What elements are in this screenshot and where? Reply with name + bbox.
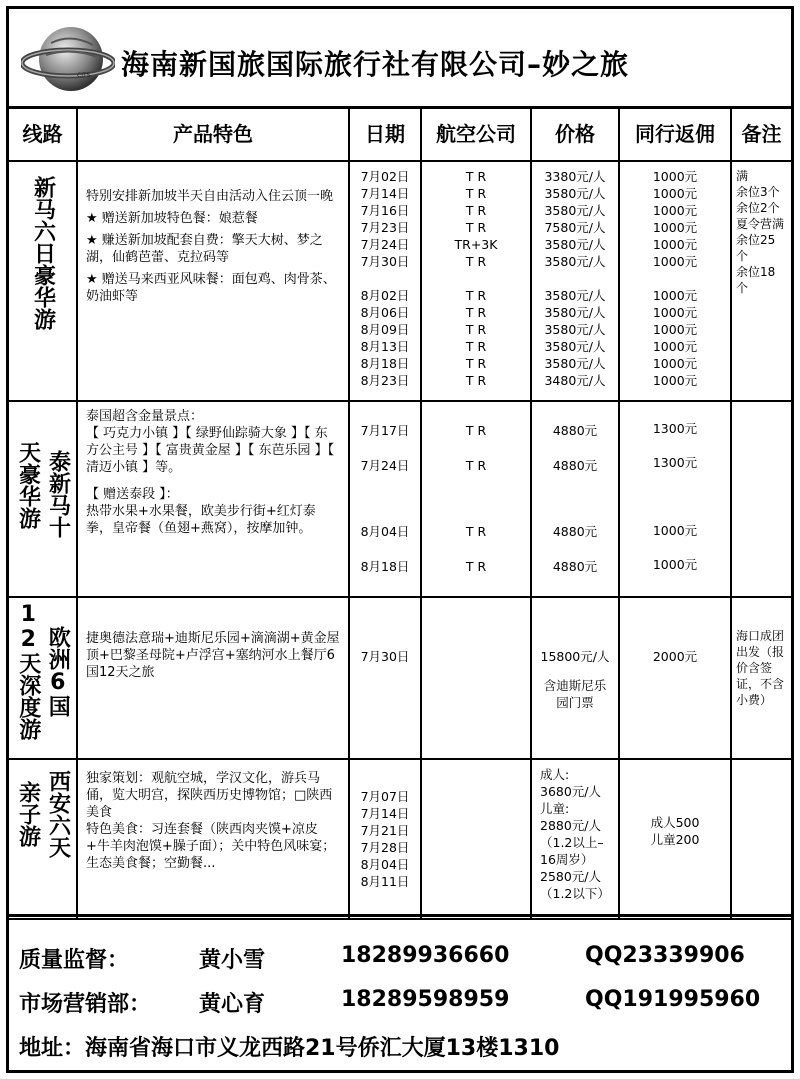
note-item: 余位2个 xyxy=(736,201,780,215)
date-item: 8月18日 xyxy=(360,559,410,574)
airline-item: T R xyxy=(465,220,487,235)
date-item: 7月24日 xyxy=(360,237,410,252)
price-item: 3580元/人 xyxy=(544,186,606,201)
route-name-secondary: 天豪华游 xyxy=(15,441,41,529)
feature-text: ★ 赠送马来西亚风味餐：面包鸡、肉骨茶、奶油虾等 xyxy=(86,272,336,304)
quality-phone: 18289936660 xyxy=(341,943,510,968)
price-item: 3580元/人 xyxy=(544,305,606,320)
dates-cell xyxy=(349,759,421,919)
airline-item: T R xyxy=(465,458,487,473)
route-name: 泰新马十 xyxy=(45,450,71,538)
header xyxy=(9,9,791,109)
notes-cell xyxy=(731,597,791,759)
price-item: 3580元/人 xyxy=(544,322,606,337)
commission-item: 1300元 xyxy=(652,455,698,470)
dates-cell xyxy=(349,401,421,597)
commission-item: 1000元 xyxy=(652,186,698,201)
price-item: 3580元/人 xyxy=(544,356,606,371)
company-title: 海南新国旅国际旅行社有限公司–妙之旅 xyxy=(121,48,630,81)
price-item: 3580元/人 xyxy=(544,237,606,252)
date-item: 7月17日 xyxy=(360,423,410,438)
globe-logo-icon xyxy=(21,21,115,97)
note-item: 夏令营满 xyxy=(736,217,785,231)
date-item: 7月07日 xyxy=(360,789,410,804)
price-item: （1.2以上– xyxy=(540,835,604,850)
route-name: 西安六天 xyxy=(45,770,71,858)
table-row xyxy=(9,597,791,759)
header-date: 日期 xyxy=(349,109,421,161)
airline-item: T R xyxy=(465,305,487,320)
date-item: 7月28日 xyxy=(360,840,410,855)
price-item: 3580元/人 xyxy=(544,203,606,218)
commission-item: 1000元 xyxy=(652,220,698,235)
price-item: 3580元/人 xyxy=(544,254,606,269)
route-cell xyxy=(9,161,77,401)
features-cell xyxy=(77,597,349,759)
feature-text: ★ 赠送新加坡特色餐：娘惹餐 xyxy=(86,211,258,226)
date-item: 8月11日 xyxy=(360,874,410,889)
feature-text: 特色美食：习连套餐（陕西肉夹馍+凉皮+牛羊肉泡馍+臊子面）；关中特色风味宴；生态美食餐；空勤餐... xyxy=(86,822,336,871)
airline-cell xyxy=(421,597,531,759)
address: 地址：海南省海口市义龙西路21号侨汇大厦13楼1310 xyxy=(19,1036,560,1061)
quality-qq: QQ23339906 xyxy=(585,943,745,968)
airlines-cell xyxy=(421,401,531,597)
notes-cell xyxy=(731,401,791,597)
price-item: 15800元/人 xyxy=(540,649,610,664)
prices-cell xyxy=(531,759,619,919)
price-item: 3480元/人 xyxy=(544,373,606,388)
airlines-cell xyxy=(421,161,531,401)
marketing-phone: 18289598959 xyxy=(341,987,510,1012)
price-item: 7580元/人 xyxy=(544,220,606,235)
date-item: 7月16日 xyxy=(360,203,410,218)
route-name-secondary: 12天深度游 xyxy=(15,602,41,740)
notes-cell xyxy=(731,759,791,919)
route-cell xyxy=(9,759,77,919)
airline-item: T R xyxy=(465,373,487,388)
airline-item: T R xyxy=(465,524,487,539)
price-item: 2580元/人 xyxy=(540,869,602,884)
price-item: 2880元/人 xyxy=(540,818,602,833)
price-note: 含迪斯尼乐园门票 xyxy=(543,678,607,710)
note-item: 余位25个 xyxy=(736,233,776,263)
commission-item: 1000元 xyxy=(652,339,698,354)
airline-item: T R xyxy=(465,169,487,184)
price-item: 3680元/人 xyxy=(540,784,602,799)
prices-cell xyxy=(531,401,619,597)
route-name-secondary: 亲子游 xyxy=(15,781,41,847)
features-cell xyxy=(77,759,349,919)
header-notes: 备注 xyxy=(731,109,791,161)
date-item: 8月13日 xyxy=(360,339,410,354)
table-row xyxy=(9,401,791,597)
header-route: 线路 xyxy=(9,109,77,161)
price-item: 4880元 xyxy=(552,524,598,539)
commission-item: 1000元 xyxy=(652,288,698,303)
poster-frame xyxy=(6,6,794,1073)
date-item: 7月21日 xyxy=(360,823,410,838)
marketing-label: 市场营销部： xyxy=(19,992,152,1017)
feature-text: 热带水果+水果餐，欧美步行街+红灯泰拳，皇帝餐（鱼翅+燕窝），按摩加钟。 xyxy=(86,504,316,536)
marketing-qq: QQ191995960 xyxy=(585,987,761,1012)
date-item: 8月04日 xyxy=(360,524,410,539)
commission-item: 1000元 xyxy=(652,203,698,218)
commission-item: 1000元 xyxy=(652,373,698,388)
commission-cell xyxy=(619,401,731,597)
route-cell xyxy=(9,401,77,597)
commission-item: 1300元 xyxy=(652,421,698,436)
price-item: 成人: xyxy=(540,767,570,782)
airline-item: T R xyxy=(465,203,487,218)
date-item: 7月24日 xyxy=(360,458,410,473)
airline-item: T R xyxy=(465,339,487,354)
route-name: 欧洲6国 xyxy=(45,625,71,717)
commission-item: 1000元 xyxy=(652,523,698,538)
logo-text: CITS xyxy=(77,72,91,79)
tour-table xyxy=(9,109,791,920)
note-item: 满 xyxy=(736,169,749,183)
feature-text: 【 赠送泰段 】： xyxy=(86,487,179,502)
date-item: 8月04日 xyxy=(360,857,410,872)
header-commission: 同行返佣 xyxy=(619,109,731,161)
quality-label: 质量监督： xyxy=(19,948,130,973)
airline-item: T R xyxy=(465,559,487,574)
price-item: 16周岁） xyxy=(540,852,594,867)
feature-text: ★ 赚送新加坡配套自费：擎天大树、梦之湖，仙鹤芭蕾、克拉码等 xyxy=(86,233,323,265)
airline-item: T R xyxy=(465,186,487,201)
table-row xyxy=(9,759,791,919)
commission-item: 1000元 xyxy=(652,237,698,252)
date-item: 7月30日 xyxy=(360,254,410,269)
commission-item: 1000元 xyxy=(652,305,698,320)
date-item: 7月30日 xyxy=(360,649,410,664)
commission-item: 1000元 xyxy=(652,557,698,572)
marketing-name: 黄心育 xyxy=(199,992,266,1017)
price-item: 3380元/人 xyxy=(544,169,606,184)
note-item: 海口成团出发（报价含签证，不含小费） xyxy=(736,629,785,707)
route-name: 新马六日豪华游 xyxy=(30,176,56,330)
date-item: 7月14日 xyxy=(360,806,410,821)
date-item: 7月14日 xyxy=(360,186,410,201)
commission-cell xyxy=(619,759,731,919)
date-item: 8月02日 xyxy=(360,288,410,303)
airline-item: T R xyxy=(465,254,487,269)
date-item: 7月02日 xyxy=(360,169,410,184)
airline-item: T R xyxy=(465,288,487,303)
date-cell xyxy=(349,597,421,759)
feature-text: 独家策划：观航空城，学汉文化，游兵马俑，览大明宫，探陕西历史博物馆；□陕西美食 xyxy=(86,771,333,820)
header-airline: 航空公司 xyxy=(421,109,531,161)
commission-item: 成人500 xyxy=(650,815,700,830)
airline-cell xyxy=(421,759,531,919)
prices-cell xyxy=(531,161,619,401)
feature-text: 捷奥德法意瑞+迪斯尼乐园+滴滴湖+黄金屋顶+巴黎圣母院+卢浮宫+塞纳河水上餐厅6国12天之旅 xyxy=(86,631,340,680)
price-item: （1.2以下） xyxy=(540,886,610,901)
date-item: 8月23日 xyxy=(360,373,410,388)
note-item: 余位18个 xyxy=(736,265,776,295)
commission-cell xyxy=(619,161,731,401)
notes-cell xyxy=(731,161,791,401)
price-item: 4880元 xyxy=(552,423,598,438)
header-features: 产品特色 xyxy=(77,109,349,161)
dates-cell xyxy=(349,161,421,401)
date-item: 8月09日 xyxy=(360,322,410,337)
header-price: 价格 xyxy=(531,109,619,161)
features-cell xyxy=(77,161,349,401)
commission-item: 儿童200 xyxy=(650,832,700,847)
commission-item: 1000元 xyxy=(652,356,698,371)
date-item: 7月23日 xyxy=(360,220,410,235)
price-item: 儿童: xyxy=(540,801,570,816)
price-item: 3580元/人 xyxy=(544,288,606,303)
feature-text: 泰国超含金量景点： xyxy=(86,409,204,424)
contact-footer xyxy=(9,914,791,1076)
airline-item: T R xyxy=(465,423,487,438)
commission-cell xyxy=(619,597,731,759)
date-item: 8月18日 xyxy=(360,356,410,371)
route-cell xyxy=(9,597,77,759)
features-cell xyxy=(77,401,349,597)
price-item: 4880元 xyxy=(552,559,598,574)
airline-item: T R xyxy=(465,322,487,337)
feature-text: 特别安排新加坡半天自由活动入住云顶一晚 xyxy=(86,189,334,204)
commission-item: 1000元 xyxy=(652,322,698,337)
price-item: 4880元 xyxy=(552,458,598,473)
table-row xyxy=(9,161,791,401)
airline-item: TR+3K xyxy=(454,237,498,252)
commission-item: 1000元 xyxy=(652,169,698,184)
table-header-row xyxy=(9,109,791,161)
price-item: 3580元/人 xyxy=(544,339,606,354)
feature-text: 【 巧克力小镇 】【 绿野仙踪骑大象 】【 东方公主号 】【 富贵黄金屋 】【 东芭乐园 】【 清迈小镇 】等。 xyxy=(86,426,335,475)
commission-item: 2000元 xyxy=(652,649,698,664)
airline-item: T R xyxy=(465,356,487,371)
note-item: 余位3个 xyxy=(736,185,780,199)
commission-item: 1000元 xyxy=(652,254,698,269)
date-item: 8月06日 xyxy=(360,305,410,320)
price-cell xyxy=(531,597,619,759)
quality-name: 黄小雪 xyxy=(199,948,266,973)
